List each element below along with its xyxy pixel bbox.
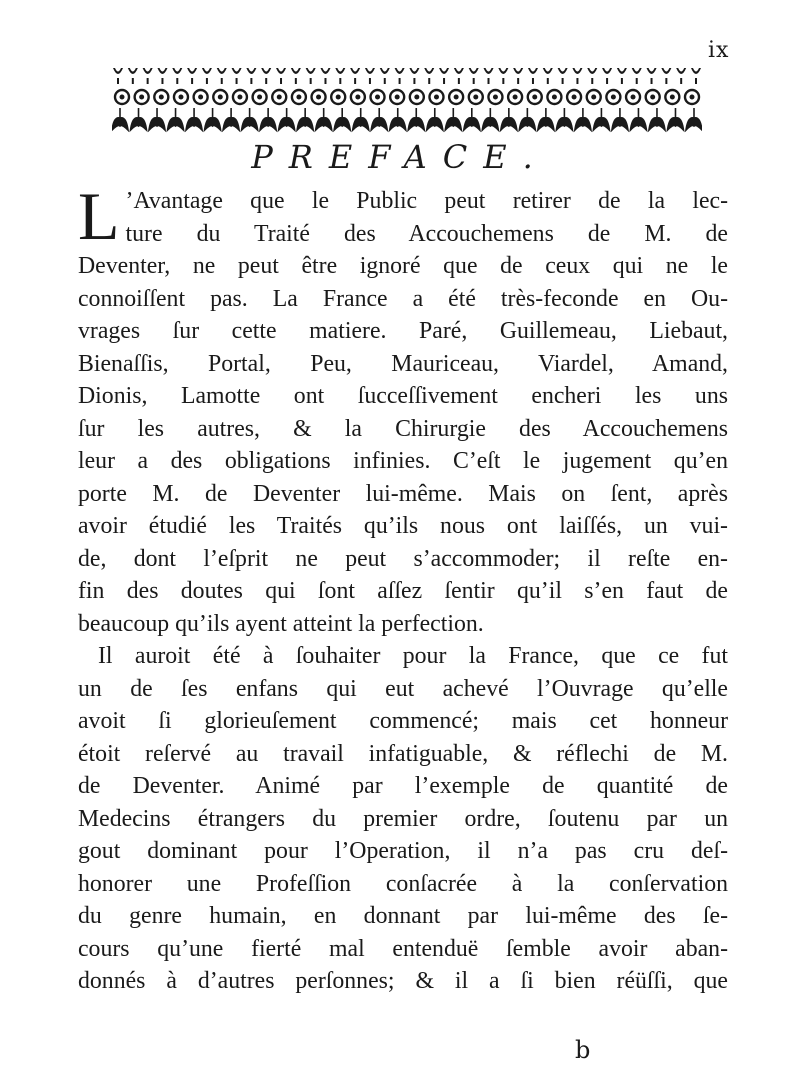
text-line: vrages ſur cette matiere. Paré, Guillemeau, Liebaut, (78, 318, 728, 344)
ornament-motif (424, 68, 434, 84)
ornament-motif (617, 68, 627, 84)
text-line: donnés à d’autres perſonnes; & il a ſi bien réüſſi, que (78, 968, 728, 994)
ornament-motif (113, 68, 123, 84)
ornament-rosette-center (611, 95, 616, 100)
ornament-motif (661, 68, 671, 84)
ornament-rosette-center (178, 95, 183, 100)
ornament-flourish (667, 108, 683, 130)
ornamental-headpiece (112, 66, 702, 134)
ornament-rosette-center (650, 95, 655, 100)
paragraph-1 (78, 178, 728, 640)
ornament-motif (128, 68, 138, 84)
text-line: fin des doutes qui ſont aſſez ſentir qu’il s’en faut de (78, 578, 728, 604)
ornament-motif (202, 68, 212, 84)
ornament-rosette-center (375, 95, 380, 100)
ornament-flourish (630, 108, 646, 130)
text-line: Dionis, Lamotte ont ſucceſſivement encheri les uns (78, 383, 728, 409)
ornament-flourish (186, 108, 202, 130)
text-line: étoit reſervé au travail infatiguable, & réflechi de M. (78, 740, 728, 767)
ornament-flourish (408, 108, 424, 130)
ornament-flourish (538, 108, 554, 130)
ornament-motif (172, 68, 182, 84)
ornament-rosette-center (690, 95, 695, 100)
text-line: avoir étudié les Traités qu’ils nous ont laiſſés, un vui- (78, 513, 728, 539)
ornament-flourish (390, 108, 406, 130)
ornament-motif (409, 68, 419, 84)
text-line: du genre humain, en donnant par lui-même des ſe- (78, 903, 728, 929)
ornament-flourish (316, 108, 332, 130)
text-line: Bienaſſis, Portal, Peu, Mauriceau, Viardel, Amand, (78, 350, 728, 377)
ornament-flourish (519, 108, 535, 130)
text-line: ’Avantage que le Public peut retirer de la lec- (125, 188, 728, 214)
ornament-flourish (242, 108, 258, 130)
ornament-rosette-center (493, 95, 498, 100)
ornament-flourish (205, 108, 221, 130)
ornament-rosette-center (120, 95, 125, 100)
ornament-motif (558, 68, 568, 84)
ornament-motif (232, 68, 242, 84)
ornament-motif (543, 68, 553, 84)
ornament-motif (632, 68, 642, 84)
ornament-rosette-center (532, 95, 537, 100)
ornament-motif (528, 68, 538, 84)
ornament-flourish (575, 108, 591, 130)
ornament-motif (335, 68, 345, 84)
text-line: de Deventer. Animé par l’exemple de quantité de (78, 773, 728, 799)
ornament-flourish (168, 108, 184, 130)
ornament-motif (143, 68, 153, 84)
ornament-motif (572, 68, 582, 84)
ornament-rosette-center (316, 95, 321, 100)
page-title: PREFACE. (251, 138, 549, 176)
ornament-rosette-center (159, 95, 164, 100)
ornament-motif (291, 68, 301, 84)
ornament-flourish (501, 108, 517, 130)
ornament-flourish (223, 108, 239, 130)
text-line: cours qu’une fierté mal entenduë ſemble avoir aban- (78, 935, 728, 962)
ornament-flourish (260, 108, 276, 130)
ornament-rosette-center (414, 95, 419, 100)
text-line: porte M. de Deventer lui-même. Mais on ſent, après (78, 480, 728, 507)
ornament-rosette-center (296, 95, 301, 100)
text-line: beaucoup qu’ils ayent atteint la perfection. (78, 610, 484, 637)
ornament-motif (587, 68, 597, 84)
ornament-rosette-center (552, 95, 557, 100)
ornament-motif (676, 68, 686, 84)
ornament-rosette-center (670, 95, 675, 100)
ornament-motif (513, 68, 523, 84)
ornament-motif (691, 68, 701, 84)
preface-text (78, 178, 728, 998)
ornament-motif (187, 68, 197, 84)
ornament-rosette-center (395, 95, 400, 100)
drop-cap: L (78, 178, 120, 254)
signature-mark: b (575, 1036, 591, 1064)
ornament-rosette-center (218, 95, 223, 100)
ornament-motif (380, 68, 390, 84)
text-line: leur a des obligations infinies. C’eſt le jugement qu’en (78, 448, 728, 474)
ornament-motif (320, 68, 330, 84)
ornament-flourish (131, 108, 147, 130)
ornament-motif (395, 68, 405, 84)
text-line: ſur les autres, & la Chirurgie des Accouchemens (78, 415, 728, 442)
ornament-flourish (371, 108, 387, 130)
ornament-flourish (686, 108, 702, 130)
ornament-motif (276, 68, 286, 84)
ornament-rosette-center (336, 95, 341, 100)
ornament-rosette-center (277, 95, 282, 100)
ornament-flourish (612, 108, 628, 130)
text-line: connoiſſent pas. La France a été très-feconde en Ou- (78, 285, 728, 312)
page-number: ix (708, 38, 730, 63)
ornament-motif (484, 68, 494, 84)
text-line: Il auroit été à ſouhaiter pour la France, que ce fut (98, 643, 728, 669)
ornament-motif (602, 68, 612, 84)
ornament-motif (261, 68, 271, 84)
ornament-flourish (297, 108, 313, 130)
ornament-motif (454, 68, 464, 84)
ornament-rosette-center (513, 95, 518, 100)
ornament-rosette-center (591, 95, 596, 100)
text-line: Deventer, ne peut être ignoré que de ceux qui ne le (78, 253, 728, 279)
ornament-rosette-center (473, 95, 478, 100)
ornament-motif (157, 68, 167, 84)
ornament-rosette-center (139, 95, 144, 100)
paragraph-2 (78, 640, 728, 998)
ornament-motif (217, 68, 227, 84)
ornament-motif (350, 68, 360, 84)
ornament-flourish (445, 108, 461, 130)
ornament-flourish (649, 108, 665, 130)
ornament-flourish (593, 108, 609, 130)
ornament-rosette-center (572, 95, 577, 100)
ornament-flourish (464, 108, 480, 130)
text-line: un de ſes enfans qui eut achevé l’Ouvrage qu’elle (78, 675, 728, 702)
ornament-flourish (556, 108, 572, 130)
ornament-rosette-center (454, 95, 459, 100)
ornament-flourish (353, 108, 369, 130)
ornament-rosette-center (237, 95, 242, 100)
ornament-flourish (482, 108, 498, 130)
text-line: ture du Traité des Accouchemens de M. de (125, 220, 728, 247)
ornament-motif (498, 68, 508, 84)
ornament-motif (365, 68, 375, 84)
ornament-flourish (112, 108, 128, 130)
ornament-flourish (334, 108, 350, 130)
ornament-motif (647, 68, 657, 84)
ornament-rosette-center (434, 95, 439, 100)
ornament-flourish (427, 108, 443, 130)
text-line: de, dont l’eſprit ne peut s’accommoder; il reſte en- (78, 545, 728, 572)
ornament-rosette-center (355, 95, 360, 100)
ornament-motif (469, 68, 479, 84)
text-line: honorer une Profeſſion conſacrée à la conſervation (78, 870, 728, 897)
text-line: avoit ſi glorieuſement commencé; mais cet honneur (78, 708, 728, 734)
ornament-rosette-center (198, 95, 203, 100)
ornament-flourish (279, 108, 295, 130)
ornament-rosette-center (631, 95, 636, 100)
ornament-motif (246, 68, 256, 84)
ornament-motif (439, 68, 449, 84)
ornament-flourish (149, 108, 165, 130)
ornament-rosette-center (257, 95, 262, 100)
text-line: gout dominant pour l’Operation, il n’a pas cru deſ- (78, 838, 728, 864)
text-line: Medecins étrangers du premier ordre, ſoutenu par un (78, 805, 728, 832)
ornament-motif (306, 68, 316, 84)
